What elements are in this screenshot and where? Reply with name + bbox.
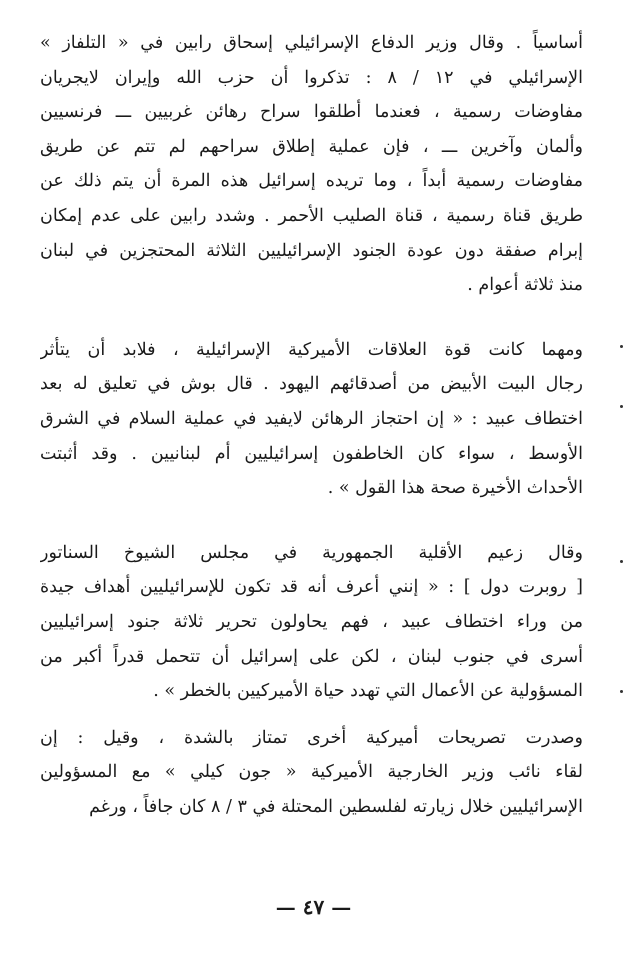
paragraph bbox=[40, 26, 583, 303]
text-line: المسؤولية عن الأعمال التي تهدد حياة الأميركيين بالخطر » . bbox=[153, 681, 583, 702]
text-line: وقال زعيم الأقلية الجمهورية في مجلس الشيوخ السناتور bbox=[40, 542, 583, 563]
text-line: وصدرت تصريحات أميركية أخرى تمتاز بالشدة ، وقيل : إن bbox=[40, 727, 583, 748]
text-line: من وراء اختطاف عبيد ، فهم يحاولون تحرير ثلاثة جنود إسرائيليين bbox=[40, 611, 583, 632]
text-line: الإسرائيليين خلال زيارته لفلسطين المحتلة في ٣ / ٨ كان جافاً ، ورغم bbox=[89, 796, 583, 817]
text-body bbox=[40, 26, 583, 824]
paragraph-gap bbox=[40, 303, 583, 333]
text-line: اختطاف عبيد : « إن احتجاز الرهائن لايفيد في عملية السلام في الشرق bbox=[40, 408, 583, 429]
text-line: أسرى في جنوب لبنان ، لكن على إسرائيل أن تتحمل قدراً أكبر من bbox=[40, 646, 583, 667]
text-line: أساسياً . وقال وزير الدفاع الإسرائيلي إسحاق رابين في « التلفاز » bbox=[40, 33, 583, 53]
text-line: إبرام صفقة دون عودة الجنود الإسرائيليين الثلاثة المحتجزين في لبنان bbox=[40, 240, 583, 261]
text-line: الأحداث الأخيرة صحة هذا القول » . bbox=[327, 478, 583, 499]
text-line: [ روبرت دول ] : « إنني أعرف أنه قد تكون للإسرائيليين أهداف جيدة bbox=[40, 577, 583, 598]
page-footer bbox=[0, 895, 627, 919]
paragraph-gap bbox=[40, 506, 583, 536]
text-line: ومهما كانت قوة العلاقات الأميركية الإسرائيلية ، فلابد أن يتأثر bbox=[40, 339, 583, 360]
margin-mark bbox=[620, 405, 623, 408]
text-line: الأوسط ، سواء كان الخاطفون إسرائيليين أم لبنانيين . وقد أثبتت bbox=[40, 443, 583, 464]
margin-mark bbox=[620, 560, 623, 563]
text-line: وألمان وآخرين ـــ ، فإن عملية إطلاق سراحهم لم تتم عن طريق bbox=[40, 136, 583, 157]
paragraph bbox=[40, 536, 583, 709]
text-line: لقاء نائب وزير الخارجية الأميركية « جون كيلي » مع المسؤولين bbox=[40, 762, 583, 783]
margin-mark bbox=[620, 345, 623, 348]
paragraph-gap bbox=[40, 709, 583, 721]
paragraph bbox=[40, 333, 583, 506]
text-line: مفاوضات رسمية ، فعندما أطلقوا سراح رهائن غربيين ـــ فرنسيين bbox=[40, 102, 583, 123]
margin-mark bbox=[620, 690, 623, 693]
text-line: رجال البيت الأبيض من أصدقائهم اليهود . قال بوش في تعليق له بعد bbox=[40, 374, 583, 395]
text-line: الإسرائيلي في ١٢ / ٨ : تذكروا أن حزب الله وإيران لايجريان bbox=[40, 67, 583, 88]
text-line: منذ ثلاثة أعوام . bbox=[467, 275, 583, 296]
text-line: مفاوضات رسمية أبداً ، وما تريده إسرائيل هذه المرة أن يتم ذلك عن bbox=[40, 171, 583, 192]
paragraph bbox=[40, 721, 583, 825]
text-line: طريق قناة رسمية ، قناة الصليب الأحمر . وشدد رابين على عدم إمكان bbox=[40, 205, 583, 226]
page-number: — ٤٧ — bbox=[275, 895, 352, 919]
